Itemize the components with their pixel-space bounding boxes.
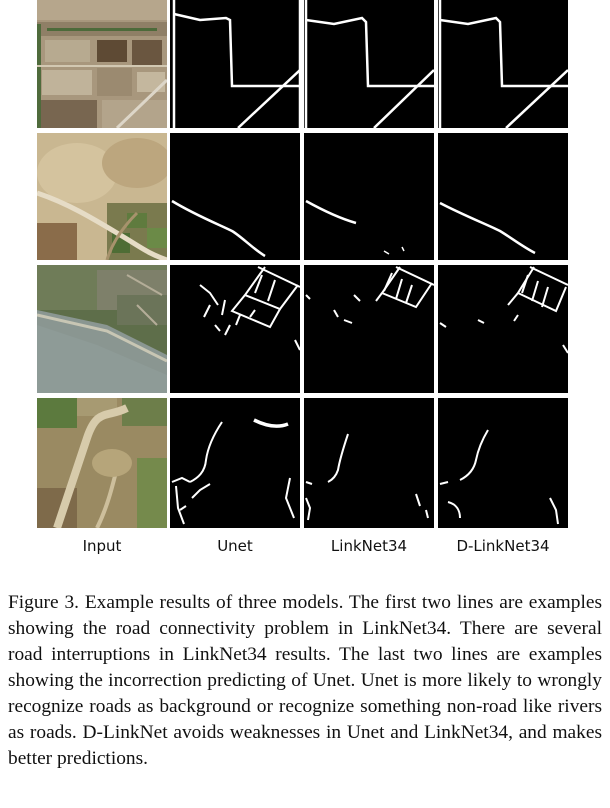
unet-result-row-3 <box>170 265 300 393</box>
dlinknet34-result-row-1 <box>438 0 568 128</box>
unet-result-row-2 <box>170 133 300 260</box>
input-image-row-2 <box>37 133 167 260</box>
linknet34-result-row-1 <box>304 0 434 128</box>
dlinknet34-result-row-3 <box>438 265 568 393</box>
input-image-row-4 <box>37 398 167 528</box>
input-image-row-3 <box>37 265 167 393</box>
column-label-unet: Unet <box>217 537 253 555</box>
linknet34-result-row-2 <box>304 133 434 260</box>
unet-result-row-4 <box>170 398 300 528</box>
column-label-dlinknet34: D-LinkNet34 <box>456 537 550 555</box>
input-image-row-1 <box>37 0 167 128</box>
linknet34-result-row-3 <box>304 265 434 393</box>
unet-result-row-1 <box>170 0 300 128</box>
figure-caption: Figure 3. Example results of three models. The first two lines are examples showing the road connectivity problem in LinkNet34. There are several road interruptions in LinkNet34 results. The last two lines are examples showing the incorrection predicting of Unet. Unet is more likely to wrongly recognize roads as background or recognize something non-road like rivers as roads. D-LinkNet avoids weaknesses in Unet and LinkNet34, and makes better predictions. <box>8 592 602 769</box>
column-label-input: Input <box>82 537 122 555</box>
column-label-linknet34: LinkNet34 <box>330 537 408 555</box>
dlinknet34-result-row-4 <box>438 398 568 528</box>
linknet34-result-row-4 <box>304 398 434 528</box>
dlinknet34-result-row-2 <box>438 133 568 260</box>
